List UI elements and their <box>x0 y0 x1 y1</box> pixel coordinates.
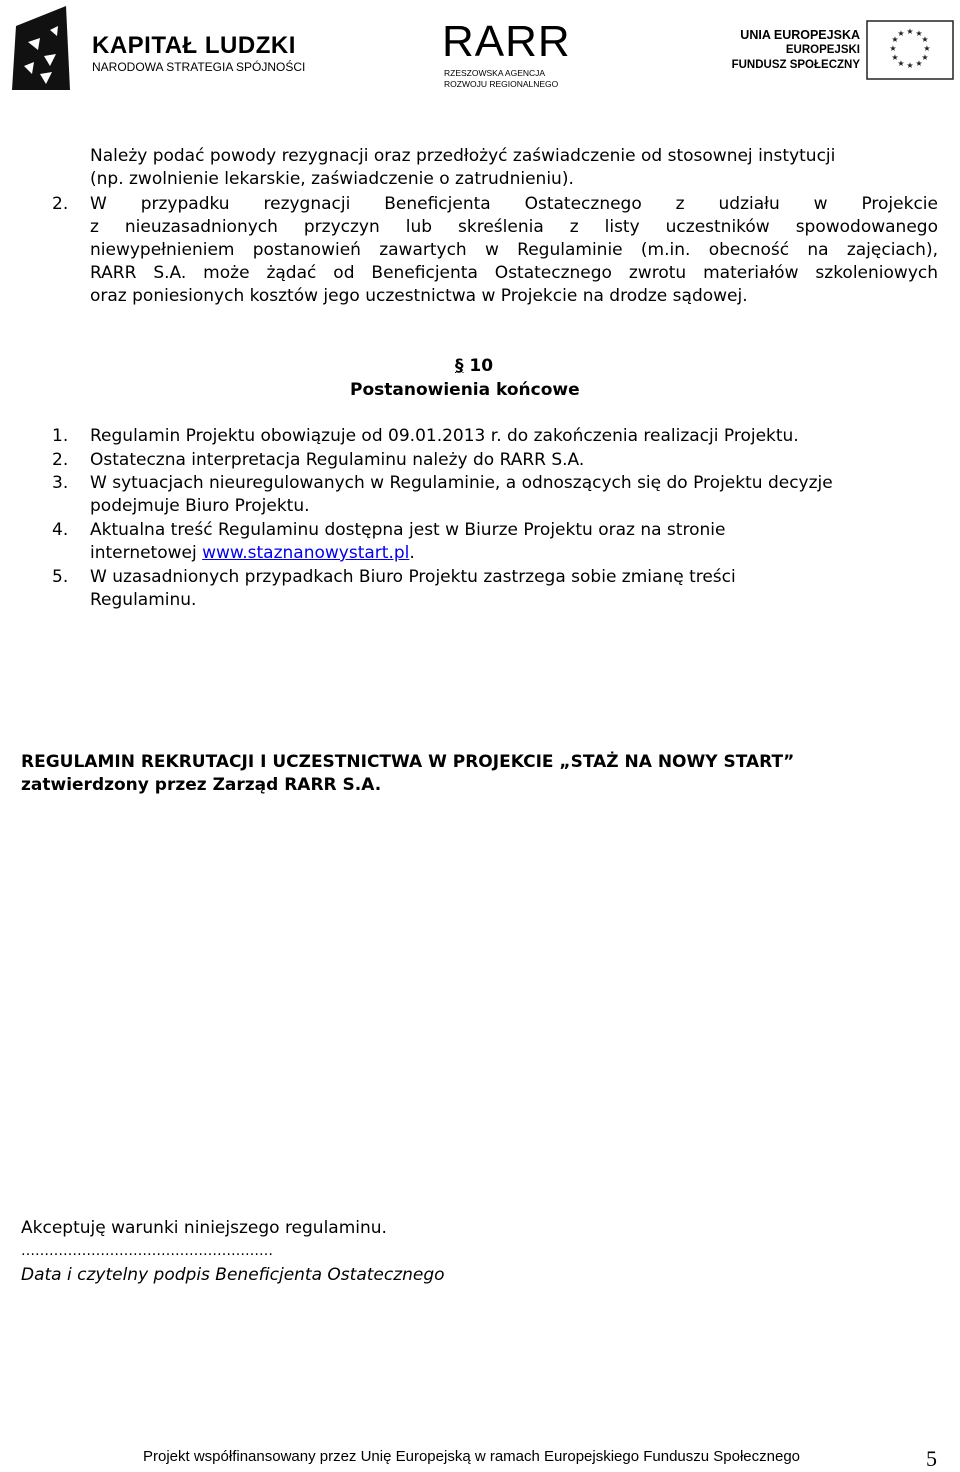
final-item-3-number: 3. <box>52 473 69 493</box>
item-2-line-4: RARR S.A. może żądać od Beneficjenta Ostatecznego zwrotu materiałów szkoleniowych <box>90 263 938 283</box>
svg-text:★: ★ <box>915 59 923 68</box>
footer-text: Projekt współfinansowany przez Unię Europejską w ramach Europejskiego Funduszu Społecznego <box>143 1448 801 1465</box>
final-item-4-line-1: Aktualna treść Regulaminu dostępna jest w Biurze Projektu oraz na stronie <box>90 520 726 540</box>
eu-line-3: FUNDUSZ SPOŁECZNY <box>731 59 860 71</box>
svg-text:★: ★ <box>891 53 899 62</box>
item-2-line-5: oraz poniesionych kosztów jego uczestnictwa w Projekcie na drodze sądowej. <box>90 286 748 306</box>
svg-text:★: ★ <box>889 44 897 53</box>
svg-text:★: ★ <box>897 29 905 38</box>
final-item-5-line-2: Regulaminu. <box>90 590 197 610</box>
final-item-4-line-2 <box>90 542 415 565</box>
final-item-1-text: Regulamin Projektu obowiązuje od 09.01.2013 r. do zakończenia realizacji Projektu. <box>90 426 799 446</box>
closing-title-line-1: REGULAMIN REKRUTACJI I UCZESTNICTWA W PROJEKCIE „STAŻ NA NOWY START” <box>21 752 795 772</box>
svg-text:★: ★ <box>897 59 905 68</box>
final-item-5-number: 5. <box>52 567 69 587</box>
section-number: 10 <box>469 356 494 376</box>
page-number: 5 <box>926 1446 937 1471</box>
intro-line-2: (np. zwolnienie lekarskie, zaświadczenie o zatrudnieniu). <box>90 169 574 189</box>
eu-logo <box>728 14 954 84</box>
kapital-ludzki-emblem-icon <box>10 4 80 90</box>
section-heading-number <box>455 355 493 378</box>
svg-text:★: ★ <box>923 44 931 53</box>
acceptance-statement: Akceptuję warunki niniejszego regulaminu. <box>21 1218 387 1238</box>
eu-line-2: EUROPEJSKI <box>785 44 860 56</box>
section-sign: § <box>455 356 464 376</box>
final-item-3-line-2: podejmuje Biuro Projektu. <box>90 496 310 516</box>
final-item-2-text: Ostateczna interpretacja Regulaminu należy do RARR S.A. <box>90 450 585 470</box>
item-2-line-1: W przypadku rezygnacji Beneficjenta Ostatecznego z udziału w Projekcie <box>90 194 938 214</box>
eu-flag-icon <box>866 20 954 80</box>
final-item-5-line-1: W uzasadnionych przypadkach Biuro Projektu zastrzega sobie zmianę treści <box>90 567 736 587</box>
kapital-ludzki-title: KAPITAŁ LUDZKI <box>92 32 296 59</box>
rarr-name: RARR <box>442 17 571 66</box>
final-item-4-suffix: . <box>409 543 415 563</box>
eu-text <box>732 28 860 73</box>
eu-line-1: UNIA EUROPEJSKA <box>740 28 860 42</box>
signature-dots: ……………………………………………… <box>21 1243 273 1259</box>
section-title: Postanowienia końcowe <box>350 380 580 400</box>
svg-text:★: ★ <box>915 29 923 38</box>
rarr-logo <box>442 17 571 92</box>
item-2-number: 2. <box>52 194 69 214</box>
rarr-subtitle-1: RZESZOWSKA AGENCJA <box>444 68 546 78</box>
signature-caption: Data i czytelny podpis Beneficjenta Ostatecznego <box>21 1265 445 1285</box>
final-item-1-number: 1. <box>52 426 69 446</box>
kapital-ludzki-logo <box>10 2 310 94</box>
intro-line-1: Należy podać powody rezygnacji oraz przedłożyć zaświadczenie od stosownej instytucji <box>90 146 836 166</box>
final-item-3-line-1: W sytuacjach nieuregulowanych w Regulaminie, a odnoszących się do Projektu decyzje <box>90 473 833 493</box>
final-item-4-number: 4. <box>52 520 69 540</box>
rarr-subtitle-2: ROZWOJU REGIONALNEGO <box>444 79 559 89</box>
kapital-ludzki-subtitle: NARODOWA STRATEGIA SPÓJNOŚCI <box>92 60 306 74</box>
svg-text:★: ★ <box>906 27 914 36</box>
svg-text:★: ★ <box>891 35 899 44</box>
item-2-line-3: niewypełnieniem postanowień zawartych w Regulaminie (m.in. obecność na zajęciach), <box>90 240 938 260</box>
svg-text:★: ★ <box>906 61 914 70</box>
item-2-line-2: z nieuzasadnionych przyczyn lub skreślenia z listy uczestników spowodowanego <box>90 217 938 237</box>
svg-text:★: ★ <box>921 53 929 62</box>
closing-title-line-2: zatwierdzony przez Zarząd RARR S.A. <box>21 775 382 795</box>
website-link[interactable]: www.staznanowystart.pl <box>202 543 410 563</box>
final-item-2-number: 2. <box>52 450 69 470</box>
svg-text:★: ★ <box>921 35 929 44</box>
final-item-4-prefix: internetowej <box>90 543 203 563</box>
